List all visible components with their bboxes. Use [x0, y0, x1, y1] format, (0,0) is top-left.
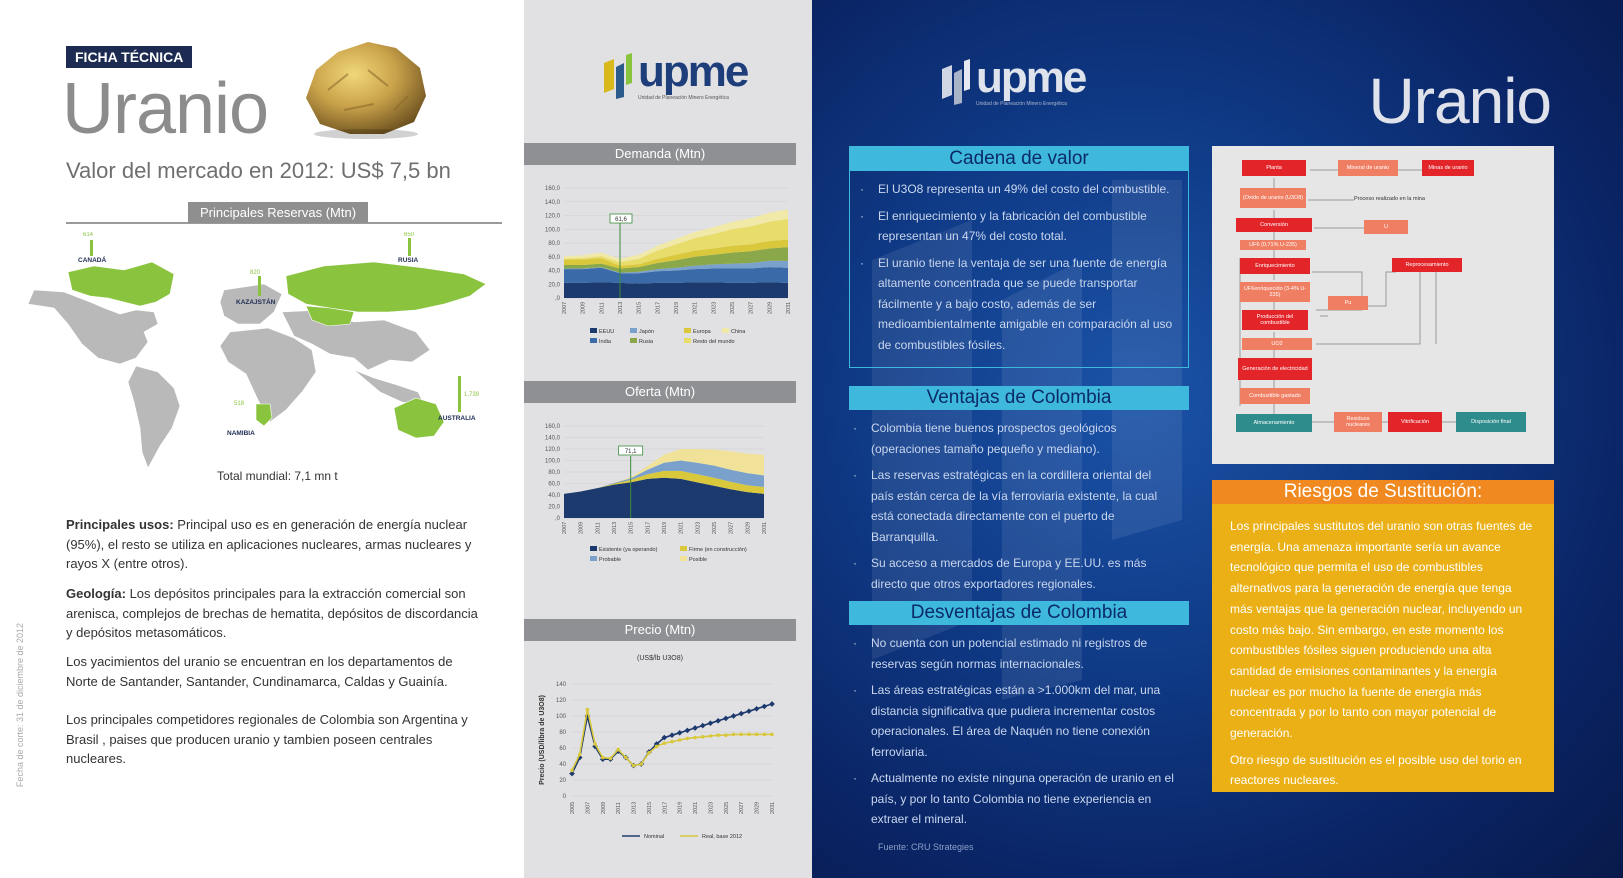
total-reserves: Total mundial: 7,1 mn t [217, 469, 338, 483]
legend-swatch [590, 328, 597, 333]
y-tick-label: 80,0 [548, 241, 560, 247]
x-tick-label: 2009 [580, 301, 587, 314]
x-tick-label: 2029 [745, 521, 752, 534]
y-tick-label: 100 [555, 714, 566, 720]
world-map [24, 232, 504, 482]
legend-label: Nominal [644, 834, 665, 840]
legend-label: China [731, 329, 746, 335]
x-tick-label: 2017 [662, 801, 669, 814]
uranium-rock-image [298, 30, 432, 140]
x-tick-label: 2015 [646, 801, 653, 814]
data-point [769, 701, 775, 707]
middle-panel [524, 0, 812, 878]
y-tick-label: 140,0 [544, 199, 560, 206]
legend-swatch [590, 546, 597, 551]
flow-residuos: Residuos nucleares [1334, 412, 1382, 432]
desventajas-section [849, 601, 1189, 836]
riesgos-paragraph: Los principales sustitutos del uranio son otras fuentes de energía. Una amenaza importante sería un avance tecnológico que permita el uso de combustibles alternativos para la generación de energía que tenga más ventajas que la generación nuclear, incluyendo un costo más bajo. Sin embargo, en este momento los combustibles fósiles siguen produciendo una alta cantidad de emisiones contaminantes y la energía nuclear es por mucho la fuente de energía más concentrada y por lo tanto con mayor potencial de generación. [1230, 519, 1533, 741]
x-tick-label: 2025 [730, 301, 736, 314]
oferta-chart [530, 418, 800, 586]
data-point [647, 751, 651, 755]
data-point [639, 762, 643, 766]
data-point [677, 730, 683, 736]
data-point [739, 733, 743, 737]
flow-oxido: (Oxido de uranio (U3O8) [1240, 188, 1306, 208]
legend-swatch [680, 546, 687, 551]
flow-minas: Minas de uranio [1422, 160, 1474, 176]
reserve-country-kazakhstan: KAZAJSTÁN [236, 299, 276, 306]
upme-logo [602, 47, 748, 101]
legend-label: EEUU [599, 329, 615, 335]
ventajas-section [849, 386, 1189, 600]
flow-mineral: Mineral de uranio [1338, 160, 1398, 176]
y-tick-label: 120 [555, 698, 566, 704]
flow-vitrificacion: Vitrificación [1388, 412, 1442, 432]
y-tick-label: 140 [555, 682, 566, 688]
data-point [609, 757, 613, 761]
legend-label: Firme (en construcción) [689, 547, 747, 553]
data-point [669, 732, 675, 738]
x-tick-label: 2007 [562, 301, 568, 314]
y-tick-label: 20 [559, 778, 566, 784]
precio-chart [530, 648, 800, 848]
x-tick-label: 2015 [628, 521, 635, 534]
flow-uf6-enriquecido: UF6enriquecido (3-4% U-235) [1240, 282, 1310, 302]
x-tick-label: 2013 [631, 801, 638, 814]
ficha-badge: FICHA TÉCNICA [66, 46, 192, 68]
data-point [686, 737, 690, 741]
x-tick-label: 2011 [595, 522, 602, 534]
x-tick-label: 2027 [748, 301, 755, 314]
flow-generacion: Generación de electricidad [1238, 358, 1312, 380]
y-tick-label: 140,0 [544, 435, 560, 442]
x-tick-label: 2011 [599, 302, 606, 314]
x-tick-label: 2021 [693, 801, 700, 814]
x-tick-label: 2023 [695, 521, 702, 534]
upme-logo-word: upme [638, 47, 748, 96]
y-tick-label: 40,0 [548, 493, 560, 499]
legend-swatch [590, 338, 597, 343]
x-tick-label: 2017 [645, 521, 652, 534]
x-tick-label: 2025 [712, 521, 718, 534]
data-point [570, 769, 574, 773]
desventajas-item: · Las áreas estratégicas están a >1.000km del mar, una distancia significativa que pudiera incrementar costos operacionales. El área de Naquén no tiene conexión ferroviaria. [849, 680, 1175, 762]
cadena-title: Cadena de valor [850, 147, 1188, 171]
geologia-label: Geología: [66, 586, 126, 601]
riesgos-paragraph: Otro riesgo de sustitución es el posible uso del torio en reactores nucleares. [1230, 752, 1522, 788]
legend-label: Real, base 2012 [702, 834, 743, 840]
x-tick-label: 2015 [636, 301, 643, 314]
x-tick-label: 2023 [708, 801, 715, 814]
desventajas-item: · No cuenta con un potencial estimado ni registros de reservas según normas internacionales. [849, 633, 1175, 674]
x-tick-label: 2007 [562, 521, 568, 534]
y-tick-label: 40,0 [548, 268, 560, 275]
cadena-item: · El uranio tiene la ventaja de ser una fuente de energía altamente concentrada que se puede transportar fácilmente y a bajo costo, además de ser medioambientalmente amigable en comparación al uso de combustibles fósiles. [856, 253, 1174, 356]
upme-logo-sub: Unidad de Planeación Minero Energética [976, 101, 1067, 107]
legend-label: Probable [599, 557, 622, 563]
data-point [693, 736, 697, 740]
annotation-label: 61,6 [615, 217, 627, 223]
upme-logo-sub: Unidad de Planeación Minero Energética [638, 95, 729, 101]
usos-paragraph [66, 515, 478, 574]
competidores-paragraph: Los principales competidores regionales de Colombia son Argentina y Brasil , paises que producen uranio y tambien poseen centrales nucleares. [66, 712, 468, 766]
legend-swatch [630, 338, 637, 343]
data-point [692, 725, 698, 731]
oferta-title: Oferta (Mtn) [524, 381, 796, 403]
data-point [708, 720, 714, 726]
reserve-country-australia: AUSTRALIA [438, 415, 476, 422]
x-tick-label: 2013 [612, 521, 618, 534]
data-point [763, 733, 767, 737]
upme-logo-mark-icon [940, 59, 970, 107]
ventajas-item: · Las reservas estratégicas en la cordillera oriental del país están cerca de la vía ferroviaria existente, la cual está conectada directamente con el puerto de Barranquilla. [849, 465, 1175, 547]
flow-u: U [1364, 220, 1408, 234]
date-note: Fecha de corte: 31 de diciembre de 2012 [15, 622, 25, 788]
value-chain-diagram [1212, 146, 1554, 464]
legend-label: Europa [693, 329, 711, 335]
x-tick-label: 2019 [677, 801, 684, 814]
x-tick-label: 2007 [585, 801, 592, 814]
legend-swatch [684, 338, 691, 343]
x-tick-label: 2019 [674, 301, 680, 314]
legend-label: India [599, 339, 611, 345]
flow-reprocesamiento: Reprocesamiento [1392, 258, 1462, 272]
y-tick-label: 80 [559, 730, 566, 736]
usos-label: Principales usos: [66, 517, 174, 532]
data-point [601, 756, 605, 760]
data-point [724, 733, 728, 737]
data-point [586, 708, 590, 712]
reserve-country-namibia: NAMIBIA [227, 430, 255, 437]
data-point [755, 733, 759, 737]
y-tick-label: 160,0 [544, 186, 560, 192]
data-point [732, 733, 736, 737]
y-tick-label: 160,0 [544, 424, 560, 430]
demanda-title: Demanda (Mtn) [524, 143, 796, 165]
y-tick-label: 100,0 [544, 227, 560, 234]
y-tick-label: ,0 [554, 516, 560, 522]
page-title: Uranio [62, 69, 269, 149]
market-value: Valor del mercado en 2012: US$ 7,5 bn [66, 158, 451, 183]
x-tick-label: 2013 [618, 301, 624, 314]
x-tick-label: 2025 [723, 801, 730, 814]
data-point [709, 734, 713, 738]
annotation-label: 71,1 [624, 449, 637, 455]
flow-uo2: UO2 [1242, 338, 1312, 350]
x-tick-label: 2031 [770, 801, 776, 814]
reserve-value-russia: 650 [404, 232, 415, 238]
desventajas-item: · Actualmente no existe ninguna operación de uranio en el país, y por lo tanto Colombia no tiene experiencia en extraer el mineral. [849, 768, 1175, 830]
legend-swatch [722, 328, 729, 333]
upme-logo-right [940, 53, 1086, 107]
y-tick-label: 120,0 [544, 447, 560, 453]
upme-logo-word: upme [976, 53, 1086, 102]
reserve-country-canada: CANADÁ [78, 257, 107, 264]
x-tick-label: 2027 [728, 521, 735, 534]
flow-disposicion: Disposición final [1456, 412, 1526, 432]
x-tick-label: 2029 [767, 301, 774, 314]
area-series-eeuu [564, 282, 788, 298]
y-tick-label: 80,0 [548, 470, 560, 476]
data-point [632, 764, 636, 768]
data-point [701, 735, 705, 739]
flow-planta: Planta [1242, 160, 1306, 176]
reserve-value-australia: 1,739 [464, 392, 480, 398]
data-point [685, 728, 691, 734]
right-title: Uranio [1368, 65, 1551, 137]
ventajas-item: · Su acceso a mercados de Europa y EE.UU. es más directo que otros exportadores regionales. [849, 553, 1175, 594]
data-point [593, 742, 597, 746]
x-tick-label: 2009 [578, 521, 585, 534]
data-point [761, 704, 767, 710]
flow-proceso: Proceso realizado en la mina [1354, 196, 1425, 202]
desventajas-title: Desventajas de Colombia [849, 601, 1189, 625]
data-point [747, 733, 751, 737]
y-tick-label: 20,0 [548, 282, 560, 289]
data-point [716, 733, 720, 737]
riesgos-section [1212, 480, 1554, 792]
data-point [655, 745, 659, 749]
legend-label: Resto del mundo [693, 339, 735, 345]
flow-combustible: Combustible gastado [1240, 388, 1310, 404]
reserve-value-namibia: 518 [234, 401, 245, 407]
data-point [616, 748, 620, 752]
x-tick-label: 2021 [678, 521, 685, 534]
chart-subtitle: (US$/lb U3O8) [637, 655, 683, 662]
legend-swatch [684, 328, 691, 333]
data-point [723, 716, 729, 722]
reserves-label: Principales Reservas (Mtn) [188, 202, 368, 223]
usos-text: Principal uso es en generación de energía nuclear (95%), el resto se utiliza en aplicaciones nucleares, armas nucleares y rayos X (entre otros). [66, 517, 472, 571]
legend-label: Japón [639, 329, 654, 335]
geologia-paragraph [66, 584, 478, 643]
data-point [663, 741, 667, 745]
y-tick-label: 20,0 [548, 504, 560, 511]
data-point [624, 756, 628, 760]
legend-label: Rusia [639, 339, 654, 345]
x-tick-label: 2023 [711, 301, 718, 314]
y-tick-label: 60 [559, 746, 566, 752]
russia-shape [286, 262, 486, 312]
upme-logo-mark-icon [602, 53, 632, 101]
legend-swatch [680, 556, 687, 561]
y-tick-label: 60,0 [548, 481, 560, 488]
legend-swatch [630, 328, 637, 333]
data-point [700, 723, 706, 729]
data-point [731, 713, 737, 719]
data-point [715, 718, 721, 724]
precio-title: Precio (Mtn) [524, 619, 796, 641]
cadena-section [849, 146, 1189, 368]
reserve-country-russia: RUSIA [398, 257, 419, 264]
x-tick-label: 2009 [600, 801, 607, 814]
x-tick-label: 2011 [616, 802, 623, 814]
flow-pu: Pu [1328, 296, 1368, 310]
reserve-value-canada: 614 [83, 232, 94, 238]
x-tick-label: 2005 [570, 801, 576, 814]
y-tick-label: 40 [559, 762, 566, 768]
flow-conversion: Conversión [1236, 218, 1312, 232]
x-tick-label: 2019 [662, 521, 668, 534]
cadena-item: · El U3O8 representa un 49% del costo del combustible. [856, 179, 1174, 200]
riesgos-title: Riesgos de Sustitución: [1212, 480, 1554, 504]
demanda-chart [530, 180, 800, 360]
ventajas-item: · Colombia tiene buenos prospectos geológicos (operaciones tamaño pequeño y mediano). [849, 418, 1175, 459]
y-tick-label: 120,0 [544, 213, 560, 220]
y-tick-label: 100,0 [544, 458, 560, 465]
legend-label: Existente (ya operando) [599, 547, 658, 553]
flow-almacenamiento: Almacenamiento [1236, 414, 1312, 432]
flow-enriquecimiento: Enriquecimiento [1240, 258, 1310, 274]
yacimientos-paragraph: Los yacimientos del uranio se encuentran en los departamentos de Norte de Santander, Santander, Cundinamarca, Caldas y Guainía. [66, 654, 453, 689]
data-point [678, 738, 682, 742]
left-panel [0, 0, 524, 878]
x-tick-label: 2027 [739, 801, 746, 814]
y-tick-label: 0 [562, 794, 566, 800]
legend-label: Posible [689, 557, 708, 563]
data-point [738, 711, 744, 717]
data-point [754, 706, 760, 712]
x-tick-label: 2017 [655, 301, 662, 314]
legend-swatch [590, 556, 597, 561]
source-note: Fuente: CRU Strategies [878, 842, 974, 852]
flow-produccion: Producción del combustible [1242, 310, 1308, 330]
y-axis-label: Precio (USD/libra de U3O8) [539, 695, 546, 785]
flow-uf6: UF6 (0,71% U-235) [1240, 240, 1306, 250]
y-tick-label: 60,0 [548, 254, 560, 261]
ventajas-title: Ventajas de Colombia [849, 386, 1189, 410]
data-point [578, 753, 582, 757]
data-point [746, 708, 752, 714]
x-tick-label: 2029 [754, 801, 761, 814]
y-tick-label: ,0 [554, 296, 560, 302]
x-tick-label: 2031 [786, 301, 792, 314]
data-point [770, 733, 774, 737]
australia-shape [394, 398, 444, 438]
x-tick-label: 2031 [762, 521, 768, 534]
cadena-item: · El enriquecimiento y la fabricación del combustible representan un 47% del costo total. [856, 206, 1174, 247]
data-point [670, 740, 674, 744]
right-panel [812, 0, 1623, 878]
geologia-text: Los depósitos principales para la extracción comercial son arenisca, complejos de brechas de hematita, depósitos de discordancia y depósitos metasomáticos. [66, 586, 478, 640]
reserve-value-kazakhstan: 820 [250, 270, 261, 276]
x-tick-label: 2021 [692, 301, 699, 314]
